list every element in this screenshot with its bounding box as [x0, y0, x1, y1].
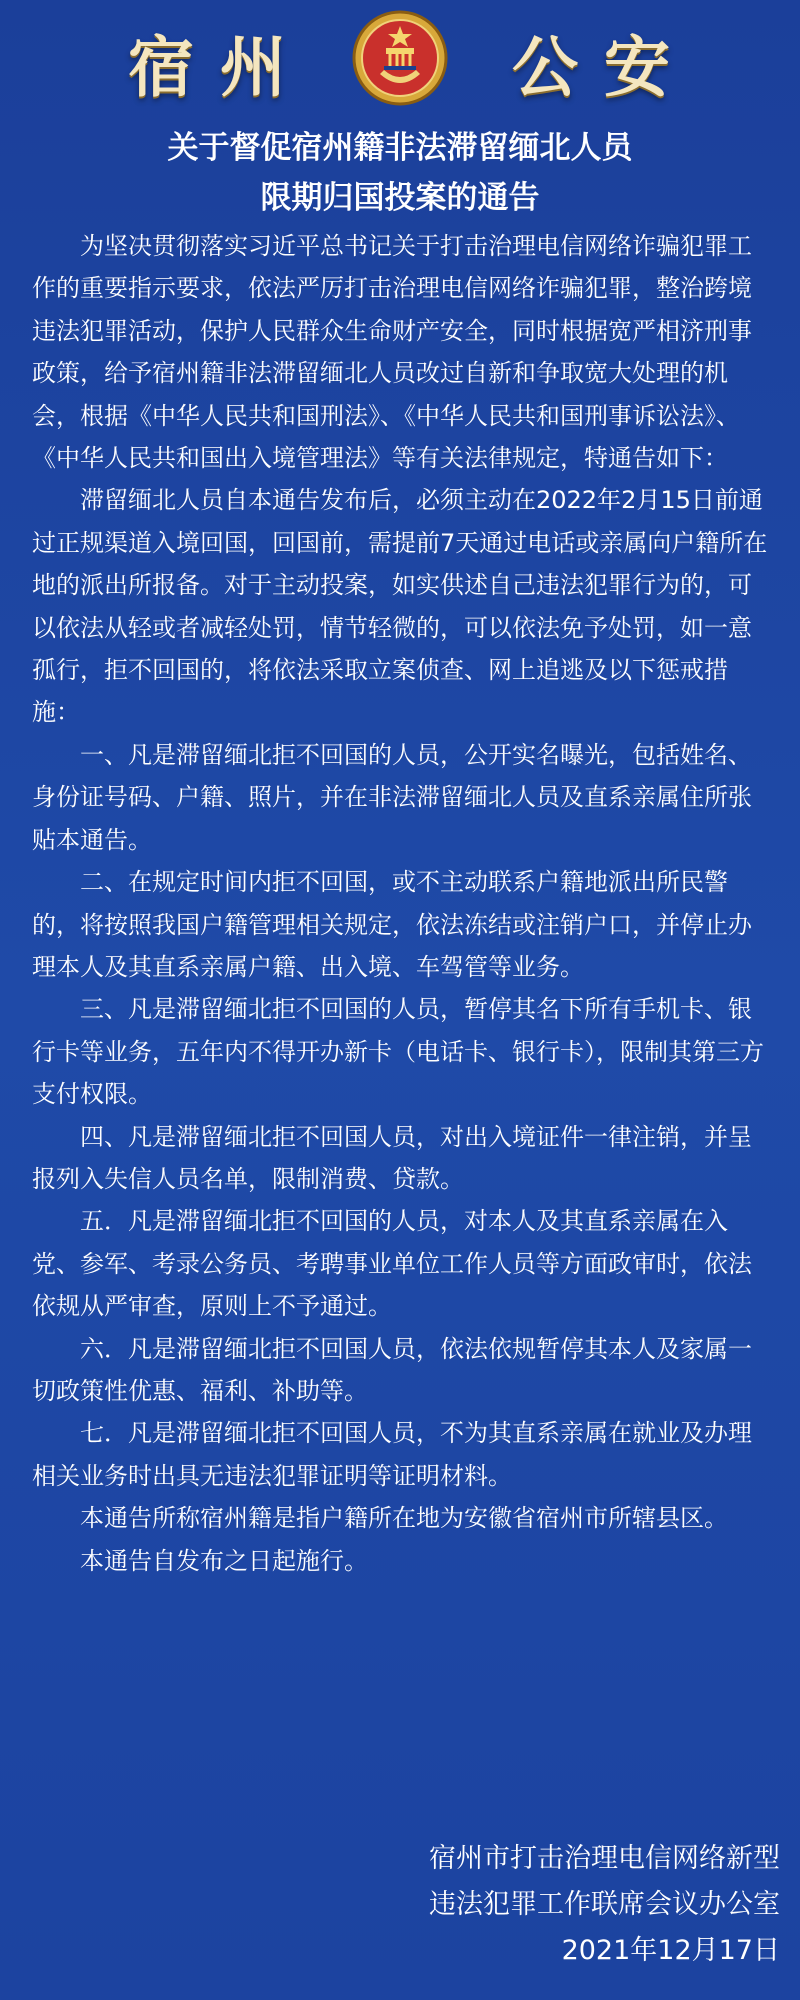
masthead-left-text: 宿州: [128, 29, 312, 106]
measure-item: 七．凡是滞留缅北拒不回国人员，不为其直系亲属在就业及办理相关业务时出具无违法犯罪证明等证明材料。: [32, 1419, 752, 1490]
notice-body: [32, 225, 772, 1582]
measure-item: 一、凡是滞留缅北拒不回国的人员，公开实名曝光，包括姓名、身份证号码、户籍、照片，并在非法滞留缅北人员及直系亲属住所张贴本通告。: [32, 740, 752, 854]
issue-date: 2021年12月17日: [561, 1935, 780, 1966]
police-emblem-icon: [350, 8, 450, 108]
notice-title-line1: 关于督促宿州籍非法滞留缅北人员: [167, 130, 633, 166]
notice-paragraph: 本通告所称宿州籍是指户籍所在地为安徽省宿州市所辖县区。: [80, 1504, 728, 1533]
notice-paragraph: 为坚决贯彻落实习近平总书记关于打击治理电信网络诈骗犯罪工作的重要指示要求，依法严厉打击治理电信网络诈骗犯罪，整治跨境违法犯罪活动，保护人民群众生命财产安全，同时根据宽严相济刑事政策，给予宿州籍非法滞留缅北人员改过自新和争取宽大处理的机会，根据《中华人民共和国刑法》、《中华人民共和国刑事诉讼法》、《中华人民共和国出入境管理法》等有关法律规定，特通告如下：: [32, 232, 752, 473]
measure-item: 三、凡是滞留缅北拒不回国的人员，暂停其名下所有手机卡、银行卡等业务，五年内不得开办新卡（电话卡、银行卡），限制其第三方支付权限。: [32, 995, 764, 1109]
issuing-org-line1: 宿州市打击治理电信网络新型: [429, 1843, 780, 1874]
measure-item: 六．凡是滞留缅北拒不回国人员，依法依规暂停其本人及家属一切政策性优惠、福利、补助等。: [32, 1334, 752, 1405]
notice-paragraph: 滞留缅北人员自本通告发布后，必须主动在2022年2月15日前通过正规渠道入境回国，回国前，需提前7天通过电话或亲属向户籍所在地的派出所报备。对于主动投案，如实供述自己违法犯罪行为的，可以依法从轻或者减轻处罚，情节轻微的，可以依法免予处罚，如一意孤行，拒不回国的，将依法采取立案侦查、网上追逃及以下惩戒措施：: [32, 486, 768, 727]
signature-block: [360, 1836, 780, 1974]
measure-item: 二、在规定时间内拒不回国，或不主动联系户籍地派出所民警的，将按照我国户籍管理相关规定，依法冻结或注销户口，并停止办理本人及其直系亲属户籍、出入境、车驾管等业务。: [32, 868, 752, 981]
measure-item: 五．凡是滞留缅北拒不回国的人员，对本人及其直系亲属在入党、参军、考录公务员、考聘事业单位工作人员等方面政审时，依法依规从严审查，原则上不予通过。: [32, 1207, 752, 1321]
masthead-right-text: 公安: [512, 29, 696, 106]
notice-paragraph: 本通告自发布之日起施行。: [80, 1546, 368, 1575]
masthead: [0, 0, 800, 118]
notice-title-line2: 限期归国投案的通告: [260, 180, 540, 216]
measure-item: 四、凡是滞留缅北拒不回国人员，对出入境证件一律注销，并呈报列入失信人员名单，限制消费、贷款。: [32, 1122, 752, 1193]
issuing-org-line2: 违法犯罪工作联席会议办公室: [429, 1889, 780, 1920]
